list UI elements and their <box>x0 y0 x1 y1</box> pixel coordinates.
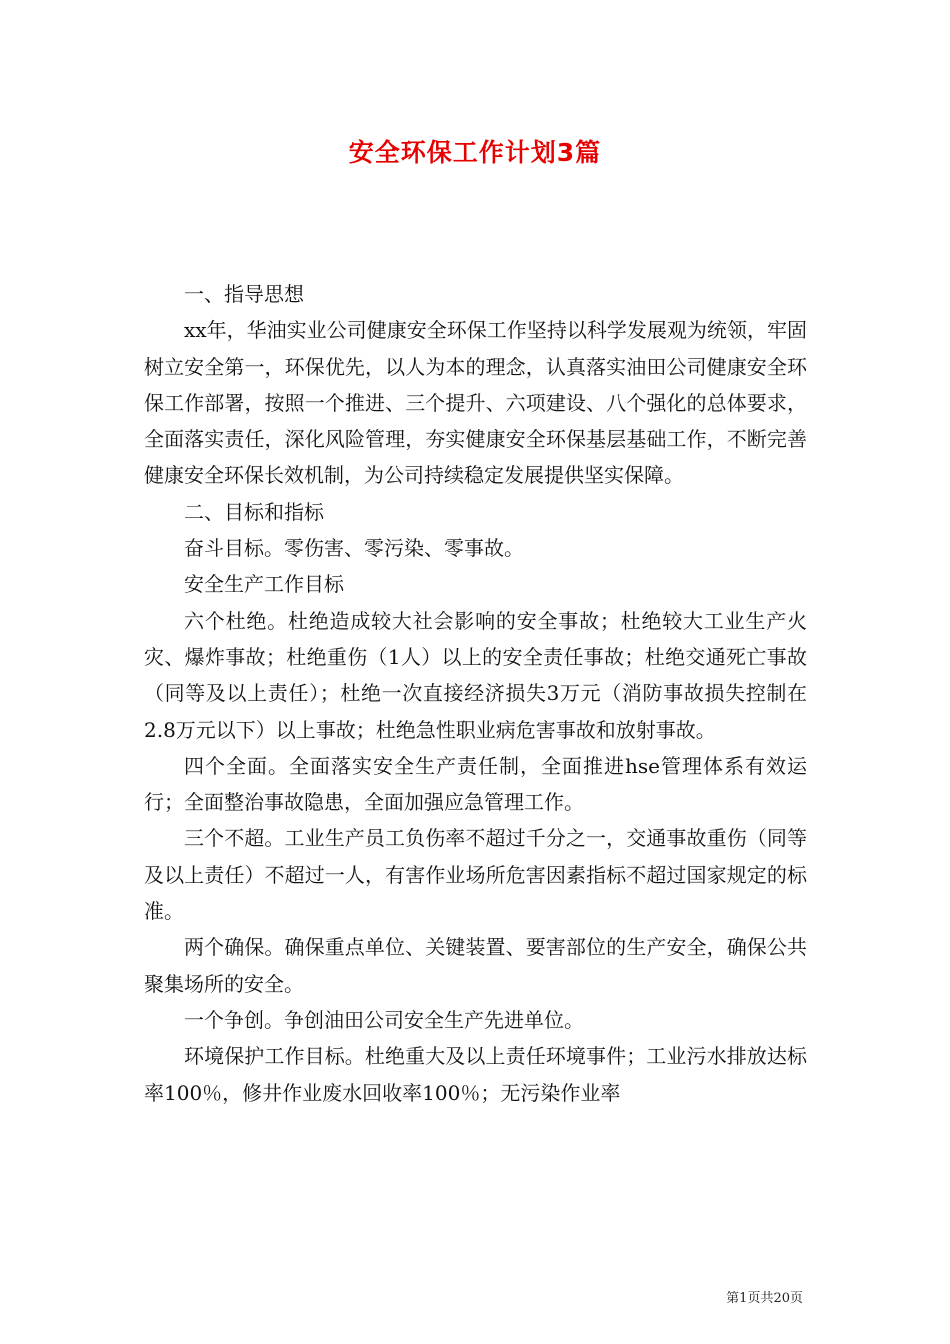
paragraph: 奋斗目标。零伤害、零污染、零事故。 <box>184 536 524 561</box>
page-number-footer: 第1页共20页 <box>726 1291 803 1306</box>
paragraph: 四个全面。全面落实安全生产责任制，全面推进hse管理体系有效运行；全面整治事故隐患，全面加强应急管理工作。 <box>144 753 807 815</box>
document-body <box>144 276 807 1111</box>
heading-guiding-ideology: 一、指导思想 <box>184 282 304 306</box>
heading-goals-indicators: 二、目标和指标 <box>184 499 324 524</box>
paragraph: 一个争创。争创油田公司安全生产先进单位。 <box>184 1007 584 1032</box>
paragraph: 环境保护工作目标。杜绝重大及以上责任环境事件；工业污水排放达标率100％，修井作业废水回收率100％；无污染作业率 <box>144 1044 807 1105</box>
paragraph: 安全生产工作目标 <box>184 572 344 597</box>
document-title: 安全环保工作计划3篇 <box>348 138 602 167</box>
paragraph: 两个确保。确保重点单位、关键装置、要害部位的生产安全，确保公共聚集场所的安全。 <box>144 935 807 996</box>
paragraph: xx年，华油实业公司健康安全环保工作坚持以科学发展观为统领，牢固树立安全第一，环保优先，以人为本的理念，认真落实油田公司健康安全环保工作部署，按照一个推进、三个提升、六项建设、八个强化的总体要求，全面落实责任，深化风险管理，夯实健康安全环保基层基础工作，不断完善健康安全环保长效机制，为公司持续稳定发展提供坚实保障。 <box>144 318 807 488</box>
paragraph: 三个不超。工业生产员工负伤率不超过千分之一，交通事故重伤（同等及以上责任）不超过一人，有害作业场所危害因素指标不超过国家规定的标准。 <box>144 826 807 924</box>
paragraph: 六个杜绝。杜绝造成较大社会影响的安全事故；杜绝较大工业生产火灾、爆炸事故；杜绝重伤（1人）以上的安全责任事故；杜绝交通死亡事故（同等及以上责任）；杜绝一次直接经济损失3万元（消防事故损失控制在2.8万元以下）以上事故；杜绝急性职业病危害事故和放射事故。 <box>144 608 807 742</box>
